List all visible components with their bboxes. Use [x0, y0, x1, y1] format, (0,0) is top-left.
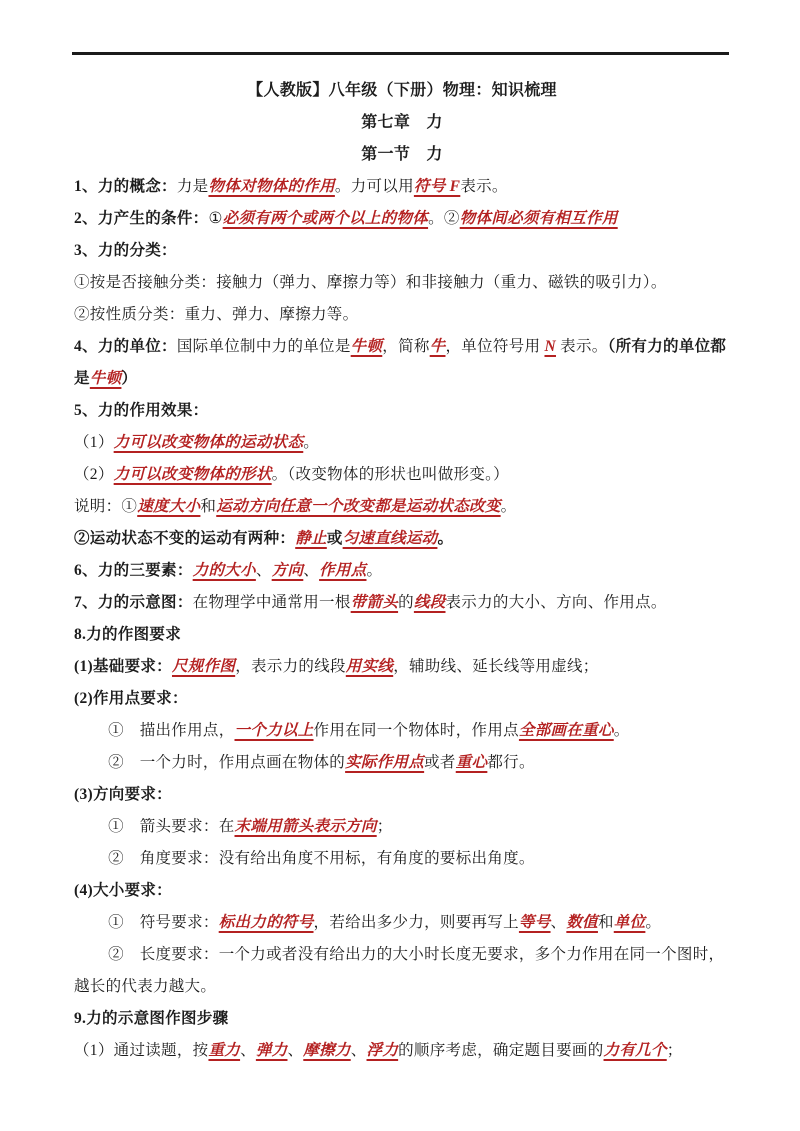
highlighted-term: 线段 [413, 594, 446, 611]
text-line [74, 171, 730, 203]
highlighted-term: 运动方向任意一个改变都是运动状态改变 [216, 498, 501, 515]
text-segment: ① [121, 498, 138, 515]
text-segment: 、 [240, 1042, 256, 1059]
highlighted-term: 物体间必须有相互作用 [459, 210, 618, 227]
highlighted-term: 摩擦力 [303, 1042, 351, 1059]
text-segment: 和 [200, 498, 217, 515]
text-line [74, 1035, 730, 1067]
text-segment: ） [121, 370, 138, 387]
text-line [74, 811, 730, 843]
text-segment: 国际单位制中力的单位是 [176, 338, 351, 355]
text-segment: 。 [437, 530, 454, 547]
text-segment: 1、力的概念： [74, 178, 177, 195]
highlighted-term: 标出力的符号 [218, 914, 314, 931]
text-line [74, 875, 730, 907]
section-heading: 第一节 力 [361, 146, 443, 163]
text-line [74, 779, 730, 811]
text-segment: 都行。 [487, 754, 535, 771]
text-segment: 。 [303, 434, 320, 451]
text-segment: (2)作用点要求： [74, 690, 188, 707]
text-segment: 。 [366, 562, 383, 579]
text-segment: ② 角度要求：没有给出角度不用标，有角度的要标出角度。 [108, 850, 535, 867]
text-line [74, 203, 730, 235]
text-segment: （2） [74, 466, 114, 483]
text-segment: 3、力的分类： [74, 242, 177, 259]
text-segment: 表示。 [460, 178, 508, 195]
text-line [74, 907, 730, 939]
text-segment: 的 [398, 594, 414, 611]
text-segment: ②按性质分类：重力、弹力、摩擦力等。 [74, 306, 359, 323]
text-segment: 。 [500, 498, 517, 515]
text-segment: ，辅助线、延长线等用虚线； [393, 658, 599, 675]
text-line [74, 939, 730, 1003]
text-line [74, 267, 730, 299]
text-line [74, 459, 730, 491]
highlighted-term: 力可以改变物体的形状 [113, 466, 272, 483]
highlighted-term: 全部画在重心 [518, 722, 614, 739]
highlighted-term: 静止 [295, 530, 327, 547]
text-segment: ① 符号要求： [108, 914, 219, 931]
text-segment: ① [208, 210, 223, 227]
text-segment: （1） [74, 434, 114, 451]
text-line [74, 1003, 730, 1035]
highlighted-term: 尺规作图 [171, 658, 236, 675]
text-segment: 2、力产生的条件： [74, 210, 209, 227]
highlighted-term: 单位 [613, 914, 646, 931]
text-line [74, 619, 730, 651]
text-segment: 。 [428, 210, 444, 227]
text-segment: ，简称 [382, 338, 430, 355]
highlighted-term: 末端用箭头表示方向 [234, 818, 377, 835]
document-content [0, 55, 800, 1067]
text-segment: 和 [597, 914, 614, 931]
text-segment: 。 [645, 914, 662, 931]
highlighted-term: 一个力以上 [234, 722, 314, 739]
text-segment: ① 描出作用点， [108, 722, 235, 739]
highlighted-term: 用实线 [345, 658, 394, 675]
text-line [74, 587, 730, 619]
text-line [74, 747, 730, 779]
text-segment: ； [666, 1042, 683, 1059]
text-segment: 6、力的三要素： [74, 562, 193, 579]
text-segment: 说明： [74, 498, 122, 515]
text-line [74, 555, 730, 587]
text-segment: 在物理学中通常用一根 [192, 594, 351, 611]
text-line [74, 331, 730, 395]
text-line [74, 395, 730, 427]
text-segment: 。力可以用 [334, 178, 414, 195]
highlighted-term: 必须有两个或两个以上的物体 [222, 210, 429, 227]
text-segment: 8.力的作图要求 [74, 626, 182, 643]
text-segment: 。（改变物体的形状也叫做形变。） [271, 466, 509, 483]
text-segment: （1）通过读题，按 [74, 1042, 209, 1059]
text-segment: 或者 [424, 754, 456, 771]
text-segment: ，单位符号用 [445, 338, 545, 355]
highlighted-term: 实际作用点 [345, 754, 425, 771]
text-line [74, 683, 730, 715]
highlighted-term: 牛顿 [89, 370, 122, 387]
text-segment: 、 [550, 914, 567, 931]
text-segment: ； [376, 818, 393, 835]
highlighted-term: 带箭头 [350, 594, 399, 611]
document-title: 【人教版】八年级（下册）物理：知识梳理 [247, 82, 557, 99]
highlighted-term: 力有几个 [603, 1042, 667, 1059]
text-segment: 力是 [176, 178, 209, 195]
text-line [74, 427, 730, 459]
highlighted-term: 重心 [455, 754, 488, 771]
text-segment: 作用在同一个物体时，作用点 [313, 722, 519, 739]
text-segment: ，表示力的线段 [235, 658, 346, 675]
text-segment: ① 箭头要求：在 [108, 818, 235, 835]
highlighted-term: 物体对物体的作用 [208, 178, 335, 195]
text-segment: 。 [613, 722, 630, 739]
text-segment: ② [443, 210, 460, 227]
highlighted-term: 匀速直线运动 [342, 530, 438, 547]
highlighted-term: 弹力 [255, 1042, 288, 1059]
highlighted-term: 数值 [566, 914, 598, 931]
text-segment: ，若给出多少力，则要再写上 [313, 914, 519, 931]
highlighted-term: 力的大小 [192, 562, 256, 579]
text-segment: 、 [303, 562, 320, 579]
chapter-heading: 第七章 力 [361, 114, 443, 131]
highlighted-term: N [544, 338, 556, 355]
text-segment: (4)大小要求： [74, 882, 172, 899]
text-line [74, 715, 730, 747]
text-segment: 4、力的单位： [74, 338, 177, 355]
text-line [74, 491, 730, 523]
text-line [74, 843, 730, 875]
text-segment: 表示。 [555, 338, 608, 355]
text-segment: ①按是否接触分类：接触力（弹力、摩擦力等）和非接触力（重力、磁铁的吸引力）。 [74, 274, 667, 291]
highlighted-term: 牛顿 [350, 338, 383, 355]
highlighted-term: 符号 F [413, 178, 461, 195]
text-line [74, 651, 730, 683]
highlighted-term: 速度大小 [137, 498, 201, 515]
highlighted-term: 浮力 [366, 1042, 399, 1059]
text-segment: 表示力的大小、方向、作用点。 [445, 594, 667, 611]
text-line [74, 235, 730, 267]
text-segment: 9.力的示意图作图步骤 [74, 1010, 229, 1027]
text-segment: 的顺序考虑，确定题目要画的 [398, 1042, 604, 1059]
text-segment: (3)方向要求： [74, 786, 172, 803]
text-segment: (1)基础要求： [74, 658, 172, 675]
highlighted-term: 方向 [271, 562, 304, 579]
text-segment: 、 [255, 562, 272, 579]
text-line [74, 299, 730, 331]
text-segment: 7、力的示意图： [74, 594, 193, 611]
text-line [74, 523, 730, 555]
highlighted-term: 作用点 [319, 562, 367, 579]
text-segment: 、 [350, 1042, 367, 1059]
text-segment: （所有力的单位都是 [74, 338, 727, 387]
highlighted-term: 重力 [208, 1042, 241, 1059]
text-segment: 5、力的作用效果： [74, 402, 209, 419]
highlighted-term: 力可以改变物体的运动状态 [113, 434, 304, 451]
text-segment: ②运动状态不变的运动有两种： [74, 530, 296, 547]
highlighted-term: 等号 [518, 914, 551, 931]
text-segment: ② 一个力时，作用点画在物体的 [108, 754, 346, 771]
text-segment: 、 [287, 1042, 304, 1059]
text-segment: ② 长度要求：一个力或者没有给出力的大小时长度无要求，多个力作用在同一个图时，越长的代表力越大。 [74, 946, 725, 995]
body-text [74, 171, 730, 1067]
text-segment: 或 [326, 530, 343, 547]
highlighted-term: 牛 [429, 338, 446, 355]
